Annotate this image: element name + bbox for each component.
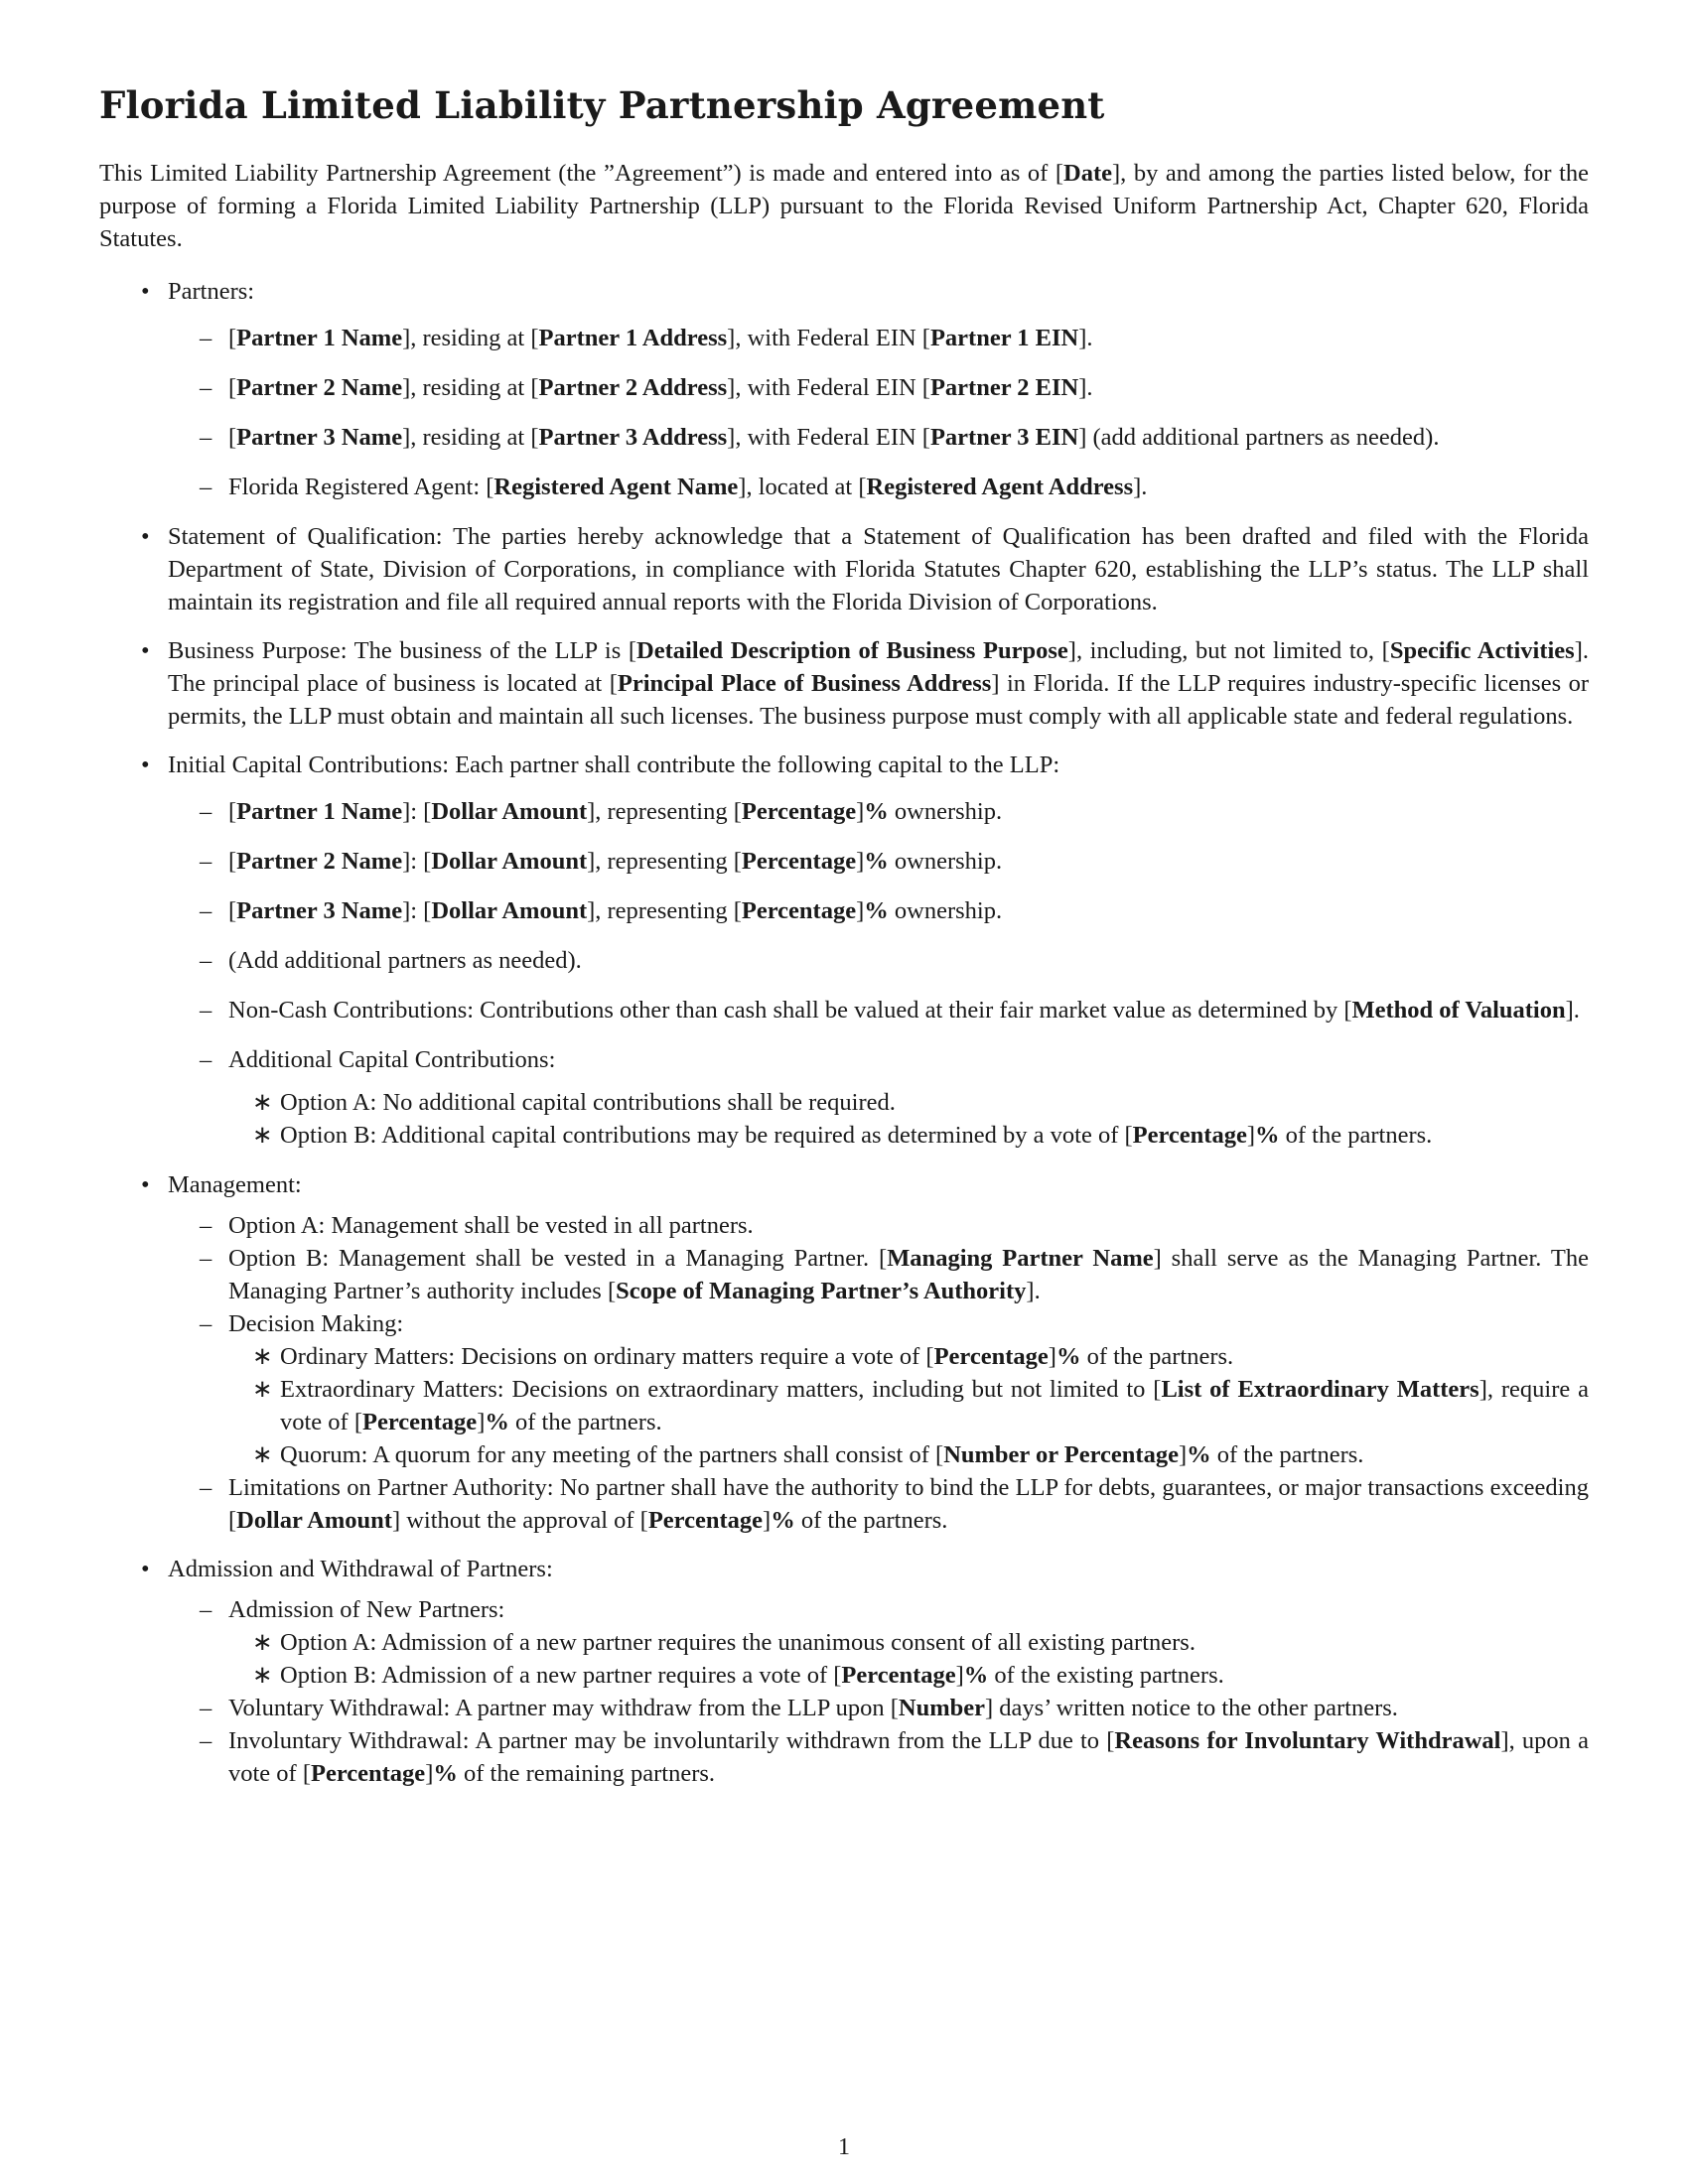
- text: ]: [: [402, 897, 432, 924]
- page-number: 1: [838, 2134, 850, 2160]
- capital-list: [168, 795, 1589, 1152]
- text: ]: [856, 897, 865, 924]
- text: ], with Federal EIN [: [727, 374, 930, 401]
- placeholder: Partner 2 Name: [236, 374, 403, 401]
- placeholder: Detailed Description of Business Purpose: [636, 637, 1068, 664]
- placeholder: Percentage: [741, 897, 857, 924]
- percent-sign: %: [1055, 1343, 1081, 1370]
- text: ]: [425, 1760, 434, 1787]
- text: of the partners.: [1080, 1343, 1234, 1370]
- placeholder: Registered Agent Address: [866, 474, 1134, 500]
- placeholder: Dollar Amount: [236, 1507, 392, 1534]
- clause-capital: [99, 749, 1589, 1152]
- text: ]: [: [402, 798, 432, 825]
- placeholder: Partner 3 Name: [236, 424, 403, 451]
- text: ownership.: [888, 897, 1003, 924]
- placeholder: Scope of Managing Partner’s Authority: [616, 1278, 1027, 1304]
- management-option-a: – Option A: Management shall be vested in all partners.: [168, 1209, 1589, 1242]
- text: ].: [1078, 325, 1093, 351]
- admission-new-partners: [168, 1593, 1589, 1692]
- text: ], residing at [: [402, 374, 539, 401]
- text: ], representing [: [587, 798, 742, 825]
- percent-sign: %: [864, 897, 889, 924]
- text: ] (add additional partners as needed).: [1078, 424, 1440, 451]
- text: ] shall serve as the Managing Partner. The Managing Partner’s authority includes [: [228, 1245, 1589, 1304]
- text: ] without the approval of [: [391, 1507, 648, 1534]
- text: of the existing partners.: [988, 1662, 1224, 1689]
- text: Non-Cash Contributions: Contributions other than cash shall be valued at their fair market value as determined by [: [228, 997, 1352, 1024]
- text: ].: [1026, 1278, 1041, 1304]
- admission-option-b: [228, 1659, 1589, 1692]
- item-label: Admission of New Partners:: [228, 1596, 505, 1623]
- item-label: Decision Making:: [228, 1310, 404, 1337]
- percent-sign: %: [1187, 1441, 1211, 1468]
- ordinary-matters: [228, 1340, 1589, 1373]
- clause-partners: [99, 275, 1589, 503]
- clause-text: Statement of Qualification: The parties hereby acknowledge that a Statement of Qualification has been drafted and filed with the Florida Department of State, Division of Corporations, in compliance with Florida Statutes Chapter 620, establishing the LLP’s status. The LLP shall maintain its registration and file all required annual reports with the Florida Division of Corporations.: [168, 523, 1589, 615]
- clause-label: Partners:: [168, 278, 255, 305]
- placeholder: Dollar Amount: [431, 798, 588, 825]
- placeholder: Percentage: [741, 848, 857, 875]
- text: ]: [1246, 1122, 1256, 1149]
- text: ]: [763, 1507, 772, 1534]
- text: Limitations on Partner Authority: No partner shall have the authority to bind the LLP for debts, guarantees, or major transactions exceeding [: [228, 1474, 1589, 1534]
- text: Option B: Management shall be vested in a Managing Partner. [: [228, 1245, 888, 1272]
- clause-business-purpose: [99, 634, 1589, 733]
- text: ].: [1133, 474, 1148, 500]
- text: ], upon a vote of [: [228, 1727, 1589, 1787]
- text: ], representing [: [587, 848, 742, 875]
- item-label: Additional Capital Contributions:: [228, 1046, 556, 1073]
- text: of the partners.: [508, 1409, 662, 1435]
- text: ]: [1178, 1441, 1188, 1468]
- additional-option-a: ∗ Option A: No additional capital contributions shall be required.: [228, 1086, 1589, 1119]
- capital-more-item: – (Add additional partners as needed).: [168, 944, 1589, 977]
- text: ], require a vote of [: [280, 1376, 1589, 1435]
- text: ownership.: [888, 848, 1003, 875]
- partner-1-item: – [Partner 1 Name], residing at [Partner 1 Address], with Federal EIN [Partner 1 EIN].: [168, 322, 1589, 354]
- capital-1-item: – [Partner 1 Name]: [Dollar Amount], representing [Percentage]% ownership.: [168, 795, 1589, 828]
- placeholder: Partner 1 Name: [236, 325, 403, 351]
- text: Voluntary Withdrawal: A partner may withdraw from the LLP upon [: [228, 1695, 899, 1721]
- authority-limits: [168, 1471, 1589, 1537]
- registered-agent-item: [168, 471, 1589, 503]
- text: Business Purpose: The business of the LLP is [: [168, 637, 637, 664]
- management-list: [168, 1209, 1589, 1537]
- percent-sign: %: [771, 1507, 795, 1534]
- intro-paragraph: [99, 157, 1589, 255]
- text: ] days’ written notice to the other partners.: [985, 1695, 1398, 1721]
- placeholder: Partner 1 Name: [236, 798, 403, 825]
- clause-admission-withdrawal: [99, 1553, 1589, 1790]
- management-option-b: [168, 1242, 1589, 1307]
- placeholder: Percentage: [1132, 1122, 1247, 1149]
- capital-2-item: – [Partner 2 Name]: [Dollar Amount], representing [Percentage]% ownership.: [168, 845, 1589, 878]
- decision-making-item: [168, 1307, 1589, 1471]
- document-title: Florida Limited Liability Partnership Agreement: [99, 83, 1105, 127]
- text: Extraordinary Matters: Decisions on extraordinary matters, including but not limited to [: [280, 1376, 1162, 1403]
- intro-text: ], by and among the parties listed below, for the purpose of forming a Florida Limited Liability Partnership (LLP) pursuant to the Florida Revised Uniform Partnership Act, Chapter 620, Florida Statutes.: [99, 160, 1589, 252]
- text: ].: [1565, 997, 1580, 1024]
- text: ].: [1078, 374, 1093, 401]
- placeholder: Number: [898, 1695, 986, 1721]
- text: of the partners.: [1279, 1122, 1433, 1149]
- text: Involuntary Withdrawal: A partner may be involuntarily withdrawn from the LLP due to [: [228, 1727, 1115, 1754]
- text: ]: [: [402, 848, 432, 875]
- placeholder-date: Date: [1063, 160, 1113, 187]
- text: ], with Federal EIN [: [727, 424, 930, 451]
- text: ownership.: [888, 798, 1003, 825]
- partner-3-item: – [Partner 3 Name], residing at [Partner 3 Address], with Federal EIN [Partner 3 EIN] (add additional partners as needed).: [168, 421, 1589, 454]
- admission-options: [228, 1626, 1589, 1692]
- clause-label: Initial Capital Contributions: Each partner shall contribute the following capital to the LLP:: [168, 751, 1060, 778]
- decision-list: [228, 1340, 1589, 1471]
- placeholder: Partner 3 Name: [236, 897, 403, 924]
- text: ], including, but not limited to, [: [1067, 637, 1390, 664]
- text: Ordinary Matters: Decisions on ordinary matters require a vote of [: [280, 1343, 934, 1370]
- placeholder: Percentage: [933, 1343, 1049, 1370]
- percent-sign: %: [485, 1409, 509, 1435]
- partner-2-item: – [Partner 2 Name], residing at [Partner 2 Address], with Federal EIN [Partner 2 EIN].: [168, 371, 1589, 404]
- text: ], located at [: [738, 474, 867, 500]
- text: ], residing at [: [402, 424, 539, 451]
- placeholder: Partner 2 EIN: [929, 374, 1079, 401]
- text: ], residing at [: [402, 325, 539, 351]
- involuntary-withdrawal: [168, 1724, 1589, 1790]
- placeholder: Percentage: [841, 1662, 956, 1689]
- noncash-item: [168, 994, 1589, 1026]
- placeholder: List of Extraordinary Matters: [1161, 1376, 1479, 1403]
- placeholder: Partner 3 Address: [538, 424, 728, 451]
- clause-qualification: [99, 520, 1589, 618]
- placeholder: Method of Valuation: [1351, 997, 1566, 1024]
- placeholder: Number or Percentage: [943, 1441, 1179, 1468]
- placeholder: Percentage: [362, 1409, 478, 1435]
- placeholder: Specific Activities: [1389, 637, 1575, 664]
- placeholder: Partner 2 Name: [236, 848, 403, 875]
- document-page: [99, 83, 1589, 1806]
- text: of the remaining partners.: [457, 1760, 716, 1787]
- additional-capital-item: [168, 1043, 1589, 1152]
- additional-option-b: [228, 1119, 1589, 1152]
- placeholder: Principal Place of Business Address: [617, 670, 992, 697]
- text: Florida Registered Agent: [: [228, 474, 494, 500]
- text: ]: [856, 848, 865, 875]
- placeholder: Managing Partner Name: [887, 1245, 1154, 1272]
- text: Option B: Additional capital contributions may be required as determined by a vote of [: [280, 1122, 1133, 1149]
- percent-sign: %: [963, 1662, 989, 1689]
- additional-options: [228, 1086, 1589, 1152]
- placeholder: Partner 1 EIN: [929, 325, 1079, 351]
- placeholder: Percentage: [647, 1507, 764, 1534]
- text: ]. The principal place of business is located at [: [168, 637, 1590, 697]
- percent-sign: %: [1255, 1122, 1280, 1149]
- text: ]: [477, 1409, 486, 1435]
- partners-list: [168, 322, 1589, 503]
- placeholder: Percentage: [741, 798, 857, 825]
- clause-label: Admission and Withdrawal of Partners:: [168, 1556, 553, 1582]
- percent-sign: %: [864, 848, 889, 875]
- intro-text: This Limited Liability Partnership Agreement (the ”Agreement”) is made and entered into as of [: [99, 160, 1064, 187]
- clause-management: [99, 1168, 1589, 1537]
- placeholder: Percentage: [311, 1760, 426, 1787]
- placeholder: Partner 1 Address: [538, 325, 728, 351]
- clause-label: Management:: [168, 1171, 302, 1198]
- text: ], representing [: [587, 897, 742, 924]
- quorum: [228, 1438, 1589, 1471]
- text: Quorum: A quorum for any meeting of the partners shall consist of [: [280, 1441, 944, 1468]
- placeholder: Partner 2 Address: [538, 374, 728, 401]
- placeholder: Reasons for Involuntary Withdrawal: [1114, 1727, 1501, 1754]
- percent-sign: %: [433, 1760, 458, 1787]
- text: ]: [955, 1662, 964, 1689]
- text: ] in Florida. If the LLP requires industry-specific licenses or permits, the LLP must obtain and maintain all such licenses. The business purpose must comply with all applicable state and federal regulations.: [168, 670, 1589, 730]
- voluntary-withdrawal: [168, 1692, 1589, 1724]
- text: of the partners.: [794, 1507, 948, 1534]
- text: ], with Federal EIN [: [727, 325, 930, 351]
- text: Option B: Admission of a new partner requires a vote of [: [280, 1662, 842, 1689]
- text: ]: [1048, 1343, 1056, 1370]
- placeholder: Dollar Amount: [431, 848, 588, 875]
- text: ]: [856, 798, 865, 825]
- percent-sign: %: [864, 798, 889, 825]
- text: of the partners.: [1210, 1441, 1364, 1468]
- extraordinary-matters: [228, 1373, 1589, 1438]
- placeholder: Dollar Amount: [431, 897, 588, 924]
- clause-list: [99, 275, 1589, 1790]
- admission-option-a: ∗ Option A: Admission of a new partner requires the unanimous consent of all existing partners.: [228, 1626, 1589, 1659]
- placeholder: Partner 3 EIN: [929, 424, 1079, 451]
- capital-3-item: – [Partner 3 Name]: [Dollar Amount], representing [Percentage]% ownership.: [168, 894, 1589, 927]
- admission-list: [168, 1593, 1589, 1790]
- placeholder: Registered Agent Name: [493, 474, 739, 500]
